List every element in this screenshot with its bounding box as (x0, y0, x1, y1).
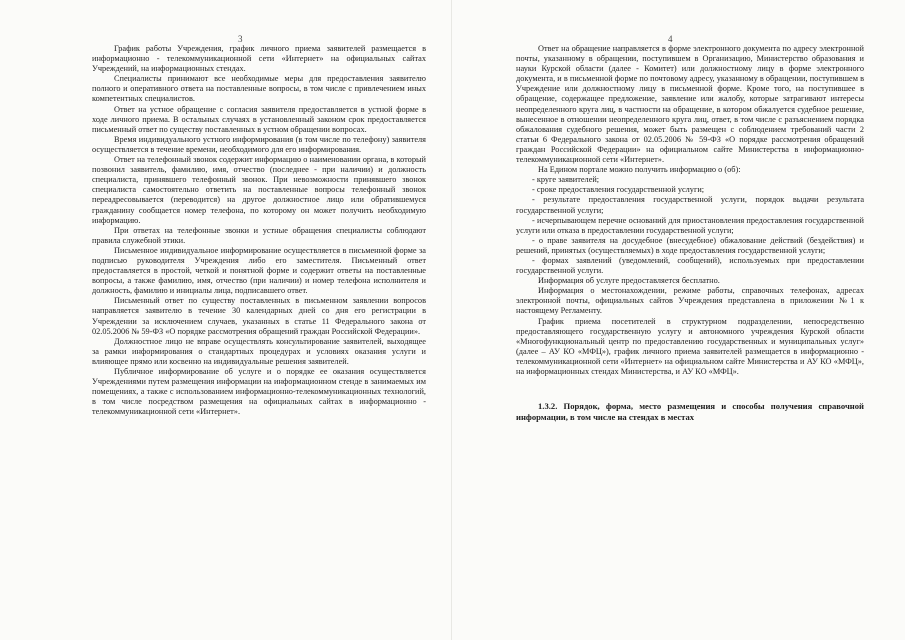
list-item: - исчерпывающем перечне оснований для приостановления предоставления государственной услуги или отказа в предоставлении государственной услуги; (516, 215, 864, 235)
list-item: - результате предоставления государственной услуги, порядок выдачи результата государственной услуги; (516, 195, 864, 215)
paragraph: Письменное индивидуальное информирование осуществляется в письменной форме за подписью руководителя Учреждения либо его заместителя. Письменный ответ предоставляется в простой, четкой и понятной форме и содержит ответы на поставленные вопросы, а также фамилию, имя, отчество (при наличии) и номер телефона исполнителя и должность, фамилию и инициалы лица, подписавшего ответ. (92, 245, 426, 296)
list-item: - о праве заявителя на досудебное (внесудебное) обжалование действий (бездействия) и решений, принятых (осуществляемых) в ходе предоставления государственной услуги; (516, 235, 864, 255)
list-item: - формах заявлений (уведомлений, сообщений), используемых при предоставлении государственной услуги. (516, 255, 864, 276)
paragraph: Должностное лицо не вправе осуществлять консультирование заявителей, выходящее за рамки информирования о стандартных процедурах и условиях оказания услуги и влияющее прямо или косвенно на индивидуальные решения заявителей. (92, 336, 426, 366)
paragraph: График работы Учреждения, график личного приема заявителей размещается в информационно - телекоммуникационной сети «Интернет» на официальных сайтах Учреждений, на информационных стендах. (92, 44, 426, 74)
page-number: 4 (668, 34, 673, 44)
page-number: 3 (238, 34, 243, 44)
paragraph: Ответ на телефонный звонок содержит информацию о наименовании органа, в который позвонил заявитель, фамилию, имя, отчество (последнее - при наличии) и должность специалиста, принявшего телефонный звонок. При невозможности принявшего звонок специалиста самостоятельно ответить на поставленные вопросы телефонный звонок переадресовывается (переводится) на другое должностное лицо или обратившемуся гражданину сообщается номер телефона, по которому он может получить необходимую информацию. (92, 155, 426, 225)
right-page (452, 0, 904, 640)
paragraph: Специалисты принимают все необходимые меры для предоставления заявителю полного и оперативного ответа на поставленные вопросы, в том числе с привлечением иных компетентных специалистов. (92, 74, 426, 104)
list-item: - сроке предоставления государственной услуги; (532, 185, 705, 195)
paragraph: Ответ на устное обращение с согласия заявителя предоставляется в устной форме в ходе личного приема. В остальных случаях в установленный законом срок предоставляется письменный ответ по существу поставленных в устном обращении вопросах. (92, 104, 426, 134)
paragraph: Информация об услуге предоставляется бесплатно. (538, 276, 720, 286)
section-heading: 1.3.2. Порядок, форма, место размещения и способы получения справочной информации, в том числе на стендах в местах (516, 401, 864, 422)
paragraph: Информация о местонахождении, режиме работы, справочных телефонах, адресах электронной почты, официальных сайтов Учреждения представлена в приложении №1 к настоящему Регламенту. (516, 286, 864, 316)
paragraph: На Едином портале можно получить информацию о (об): (538, 165, 741, 175)
list-item: - круге заявителей; (532, 175, 600, 185)
paragraph: График приема посетителей в структурном подразделении, непосредственно предоставляющего государственную услугу и автономного учреждения Курской области «Многофункциональный центр по предоставлению государственных и муниципальных услуг» (далее – АУ КО «МФЦ»), график личного приема заявителей размещается в информационно - телекоммуникационной сети «Интернет» на официальном сайте Министерства и АУ КО «МФЦ», на информационных стендах Министерства, и АУ КО «МФЦ». (516, 316, 864, 376)
left-page-body (92, 44, 426, 417)
paragraph: При ответах на телефонные звонки и устные обращения специалисты соблюдают правила служебной этики. (92, 225, 426, 245)
paragraph: Ответ на обращение направляется в форме электронного документа по адресу электронной почты, указанному в обращении, поступившем в Организацию, Министерство образования и науки Курской области (далее - Комитет) или должностному лицу в форме электронного документа, и в письменной форме по почтовому адресу, указанному в обращении, поступившем в Учреждение или должностному лицу в письменной форме. Кроме того, на поступившее в обращение, содержащее предложение, заявление или жалобу, которые затрагивают интересы неопределенного круга лиц, в частности на обращение, в котором обжалуется судебное решение, вынесенное в отношении неопределенного круга лиц, ответ, в том числе с разъяснением порядка обжалования судебного решения, может быть размещен с соблюдением требований части 2 статьи 6 Федерального закона от 02.05.2006 № 59-ФЗ «О порядке рассмотрения обращений граждан Российской Федерации» на официальном сайте Министерства в информационно-телекоммуникационной сети «Интернет». (516, 44, 864, 165)
right-page-body (516, 44, 864, 377)
left-page (0, 0, 452, 640)
paragraph: Публичное информирование об услуге и о порядке ее оказания осуществляется Учреждениями путем размещения информации на информационном стенде в занимаемых им помещениях, а также с использованием информационно-телекоммуникационных технологий, в том числе посредством размещения на официальных сайтах в информационно - телекоммуникационной сети «Интернет». (92, 367, 426, 417)
paragraph: Письменный ответ по существу поставленных в письменном заявлении вопросов направляется заявителю в течение 30 календарных дней со дня его регистрации в Учреждении за исключением случаев, указанных в статье 11 Федерального закона от 02.05.2006 № 59-ФЗ «О порядке рассмотрения обращений граждан Российской Федерации». (92, 296, 426, 336)
paragraph: Время индивидуального устного информирования (в том числе по телефону) заявителя осуществляется в течение времени, необходимого для его информирования. (92, 134, 426, 154)
